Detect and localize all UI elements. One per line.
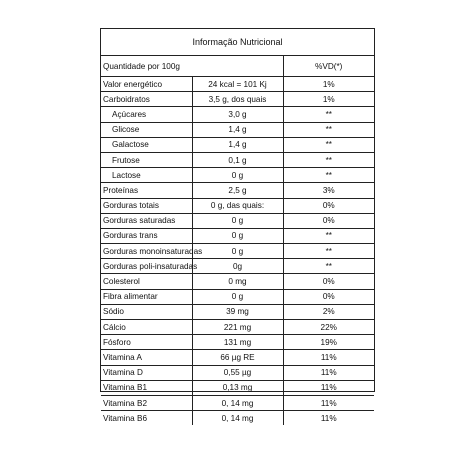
nutrient-name: Lactose [101,168,192,183]
nutrient-amount: 39 mg [192,304,283,319]
nutrient-name: Vitamina B6 [101,411,192,426]
nutrient-amount: 0, 14 mg [192,411,283,426]
table-row [101,274,374,289]
nutrient-daily-value: 22% [283,320,374,335]
nutrient-daily-value: 3% [283,183,374,198]
table-row [101,289,374,304]
table-row [101,259,374,274]
nutrient-amount: 221 mg [192,320,283,335]
nutrient-name: Açúcares [101,107,192,122]
nutrient-amount: 0 mg [192,274,283,289]
nutrient-name: Gorduras saturadas [101,213,192,228]
nutrient-name: Proteínas [101,183,192,198]
nutrient-name: Vitamina B1 [101,380,192,395]
nutrient-name: Galactose [101,137,192,152]
nutrient-amount: 0 g [192,228,283,243]
nutrient-daily-value: ** [283,168,374,183]
table-row [101,137,374,152]
table-row [101,168,374,183]
nutrient-amount: 0 g [192,168,283,183]
table-row [101,198,374,213]
header-row [101,56,374,77]
nutrient-daily-value: ** [283,107,374,122]
nutrient-amount: 0,13 mg [192,380,283,395]
nutrient-name: Vitamina D [101,365,192,380]
nutrient-name: Fibra alimentar [101,289,192,304]
table-row [101,350,374,365]
nutrient-daily-value: 11% [283,395,374,410]
nutrient-name: Cálcio [101,320,192,335]
nutrient-name: Gorduras totais [101,198,192,213]
nutrient-daily-value: 19% [283,335,374,350]
nutrient-daily-value: 1% [283,77,374,92]
nutrient-daily-value: 2% [283,304,374,319]
nutrient-name: Carboidratos [101,92,192,107]
table-row [101,77,374,92]
nutrient-name: Vitamina B2 [101,395,192,410]
nutrient-name: Vitamina A [101,350,192,365]
nutrient-name: Fósforo [101,335,192,350]
nutrient-name: Gorduras trans [101,228,192,243]
table-row [101,92,374,107]
table-row [101,228,374,243]
table-row [101,320,374,335]
portion-header: Quantidade por 100g [101,56,283,77]
table-row [101,335,374,350]
table-row [101,411,374,426]
nutrient-amount: 0 g, das quais: [192,198,283,213]
table-row [101,380,374,395]
nutrient-daily-value: 1% [283,92,374,107]
table-row [101,365,374,380]
nutrient-daily-value: 11% [283,350,374,365]
nutrient-name: Colesterol [101,274,192,289]
table-row [101,107,374,122]
table-row [101,152,374,167]
nutrient-name: Sódio [101,304,192,319]
vd-header: %VD(*) [283,56,374,77]
nutrient-amount: 3,5 g, dos quais [192,92,283,107]
table-row [101,395,374,410]
nutrient-amount: 3,0 g [192,107,283,122]
nutrient-amount: 0g [192,259,283,274]
nutrient-daily-value: ** [283,228,374,243]
nutrient-daily-value: 0% [283,213,374,228]
nutrient-name: Valor energético [101,77,192,92]
nutrient-amount: 0 g [192,244,283,259]
nutrient-daily-value: ** [283,152,374,167]
table-row [101,213,374,228]
nutrition-facts-panel [100,28,375,423]
nutrient-name: Frutose [101,152,192,167]
nutrient-daily-value: ** [283,244,374,259]
nutrient-daily-value: ** [283,259,374,274]
nutrient-amount: 1,4 g [192,137,283,152]
nutrient-daily-value: 0% [283,289,374,304]
nutrient-daily-value: 11% [283,411,374,426]
nutrient-amount: 66 µg RE [192,350,283,365]
nutrient-amount: 0,1 g [192,152,283,167]
nutrient-daily-value: 11% [283,365,374,380]
nutrient-amount: 0,55 µg [192,365,283,380]
nutrient-amount: 1,4 g [192,122,283,137]
nutrient-amount: 0 g [192,213,283,228]
table-row [101,122,374,137]
nutrient-amount: 2,5 g [192,183,283,198]
nutrient-daily-value: 0% [283,274,374,289]
nutrient-name: Gorduras monoinsaturadas [101,244,192,259]
table-row [101,244,374,259]
table-row [101,304,374,319]
nutrient-amount: 24 kcal = 101 Kj [192,77,283,92]
table-title: Informação Nutricional [101,29,374,56]
nutrient-daily-value: 11% [283,380,374,395]
nutrient-amount: 0, 14 mg [192,395,283,410]
nutrient-daily-value: 0% [283,198,374,213]
nutrition-table [101,56,374,425]
table-row [101,183,374,198]
nutrient-amount: 131 mg [192,335,283,350]
nutrient-daily-value: ** [283,122,374,137]
nutrient-name: Glicose [101,122,192,137]
nutrient-amount: 0 g [192,289,283,304]
nutrient-name: Gorduras poli-insaturadas [101,259,192,274]
nutrient-daily-value: ** [283,137,374,152]
